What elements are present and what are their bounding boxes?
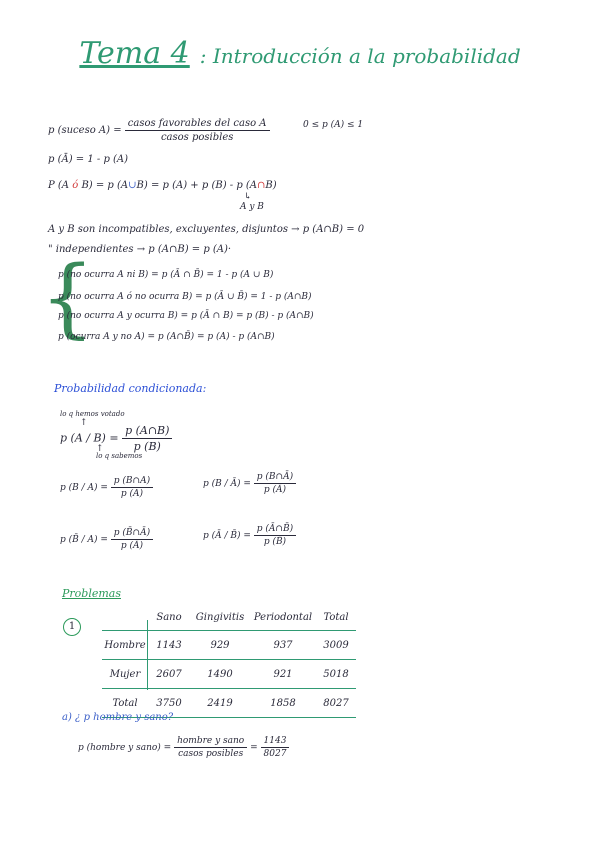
answer-lhs: p (hombre y sano) =: [78, 743, 172, 753]
formula-lhs: p (Ā / B̄) =: [203, 531, 251, 541]
formula-fraction: [254, 472, 296, 495]
case-row: p (no ocurra A y ocurra B) = p (Ā ∩ B) = p (B) - p (A∩B): [58, 311, 314, 321]
table-cell: 937: [273, 639, 293, 651]
formula-denominator: p (Ā): [263, 485, 287, 495]
formula-lhs: p (B / Ā) =: [203, 479, 251, 489]
answer-equals: =: [250, 743, 258, 753]
table-cell: 1143: [156, 639, 182, 651]
laplace-lhs: p (suceso A) =: [48, 125, 122, 136]
case-row: p (ocurra A y no A) = p (A∩B̄) = p (A) - p (A∩B): [58, 332, 275, 342]
union-cap-symbol: ∩: [257, 180, 266, 191]
table-cell: 5018: [323, 668, 349, 680]
problems-heading: Problemas: [62, 587, 121, 600]
answer-a: [78, 736, 289, 759]
union-or: ó: [72, 180, 79, 191]
title-main: Tema 4: [79, 36, 190, 71]
formula-numerator: p (B̄∩Ā): [111, 528, 153, 540]
laplace-rule: [48, 118, 270, 143]
row-label: Hombre: [104, 639, 146, 651]
case-row: p (no ocurra A ó no ocurra B) = p (Ā ∪ B̄) = 1 - p (A∩B): [58, 292, 312, 302]
formula-lhs: p (B̄ / A) =: [60, 535, 108, 545]
laplace-denominator: casos posibles: [160, 132, 234, 143]
column-header: Gingivitis: [195, 611, 245, 623]
answer-value-fraction: [261, 736, 290, 759]
formula-numerator: p (B∩Ā): [254, 472, 296, 484]
conditional-lhs: p (A / B) =: [60, 431, 119, 445]
union-note: A y B: [240, 202, 264, 212]
union-rule: [48, 180, 277, 191]
conditional-denominator: p (B): [133, 440, 161, 453]
table-cell: 2607: [156, 668, 182, 680]
table-cell: 3009: [323, 639, 349, 651]
table-header-row: [102, 604, 356, 631]
formula-denominator: p (A): [120, 489, 144, 499]
formula-numerator: p (B∩A): [111, 476, 153, 488]
column-header: Total: [323, 611, 349, 623]
title-sub: : Introducción a la probabilidad: [199, 44, 521, 68]
table-corner: [102, 604, 148, 631]
complement-rule: p (Ā) = 1 - p (A): [48, 154, 129, 165]
formula-b-given-a: [60, 476, 153, 499]
column-header: Periodontal: [253, 611, 313, 623]
arrow-down-icon: ↑: [80, 418, 88, 428]
data-table: [102, 604, 356, 718]
formula-denominator: p (Ā): [120, 541, 144, 551]
formula-fraction: [111, 476, 153, 499]
table-cell: 929: [210, 639, 230, 651]
formula-not-a-given-not-b: [203, 524, 296, 547]
conditional-formula: [60, 424, 172, 453]
conditional-note-top: lo q hemos votado: [60, 410, 125, 418]
conditional-numerator: p (A∩B): [122, 424, 172, 439]
table-cell: 921: [273, 668, 293, 680]
table-row: [102, 660, 356, 689]
table-cell: 1858: [270, 697, 296, 709]
formula-lhs: p (B / A) =: [60, 483, 108, 493]
independent-rule: " independientes → p (A∩B) = p (A)·: [48, 244, 232, 255]
table-cell: 1490: [207, 668, 233, 680]
row-label: Mujer: [109, 668, 141, 680]
table-cell: 2419: [207, 697, 233, 709]
laplace-fraction: [125, 118, 270, 143]
answer-denominator: casos posibles: [178, 749, 244, 759]
formula-b-given-not-a: [203, 472, 296, 495]
answer-value-denominator: 8027: [263, 749, 287, 759]
formula-numerator: p (Ā∩B̄): [254, 524, 296, 536]
union-mid: B) = p (A: [81, 180, 129, 191]
incompatible-rule: A y B son incompatibles, excluyentes, disjuntos → p (A∩B) = 0: [48, 224, 365, 235]
union-note-arrow: ↳: [244, 192, 252, 202]
question-a: a) ¿ p hombre y sano?: [62, 712, 174, 723]
union-end: B): [265, 180, 277, 191]
answer-value-numerator: 1143: [261, 736, 290, 748]
union-pre: P (A: [48, 180, 70, 191]
union-rest: B) = p (A) + p (B) - p (A: [136, 180, 258, 191]
column-header: Sano: [156, 611, 182, 623]
formula-denominator: p (B̄): [263, 537, 287, 547]
page-title: [0, 36, 600, 71]
laplace-numerator: casos favorables del caso A: [125, 118, 270, 131]
formula-fraction: [254, 524, 296, 547]
formula-fraction: [111, 528, 153, 551]
problem-number: 1: [63, 618, 81, 636]
case-row: p (no ocurra A ni B) = p (Ā ∩ B̄) = 1 - p (A ∪ B): [58, 270, 274, 280]
arrow-up-icon: ↑: [96, 444, 104, 454]
conditional-note-bottom: lo q sabemos: [96, 452, 143, 460]
table-cell: 8027: [323, 697, 349, 709]
union-cup-symbol: ∪: [128, 180, 137, 191]
table-divider: [147, 620, 148, 690]
row-label: Total: [112, 697, 138, 709]
table-cell: 3750: [156, 697, 182, 709]
answer-fraction: [174, 736, 247, 759]
probability-range: 0 ≤ p (A) ≤ 1: [303, 120, 364, 130]
table-row: [102, 631, 356, 660]
answer-numerator: hombre y sano: [174, 736, 247, 748]
formula-not-b-given-a: [60, 528, 153, 551]
conditional-fraction: [122, 424, 172, 453]
cases-brace: {: [40, 248, 95, 348]
conditional-heading: Probabilidad condicionada:: [54, 382, 207, 395]
